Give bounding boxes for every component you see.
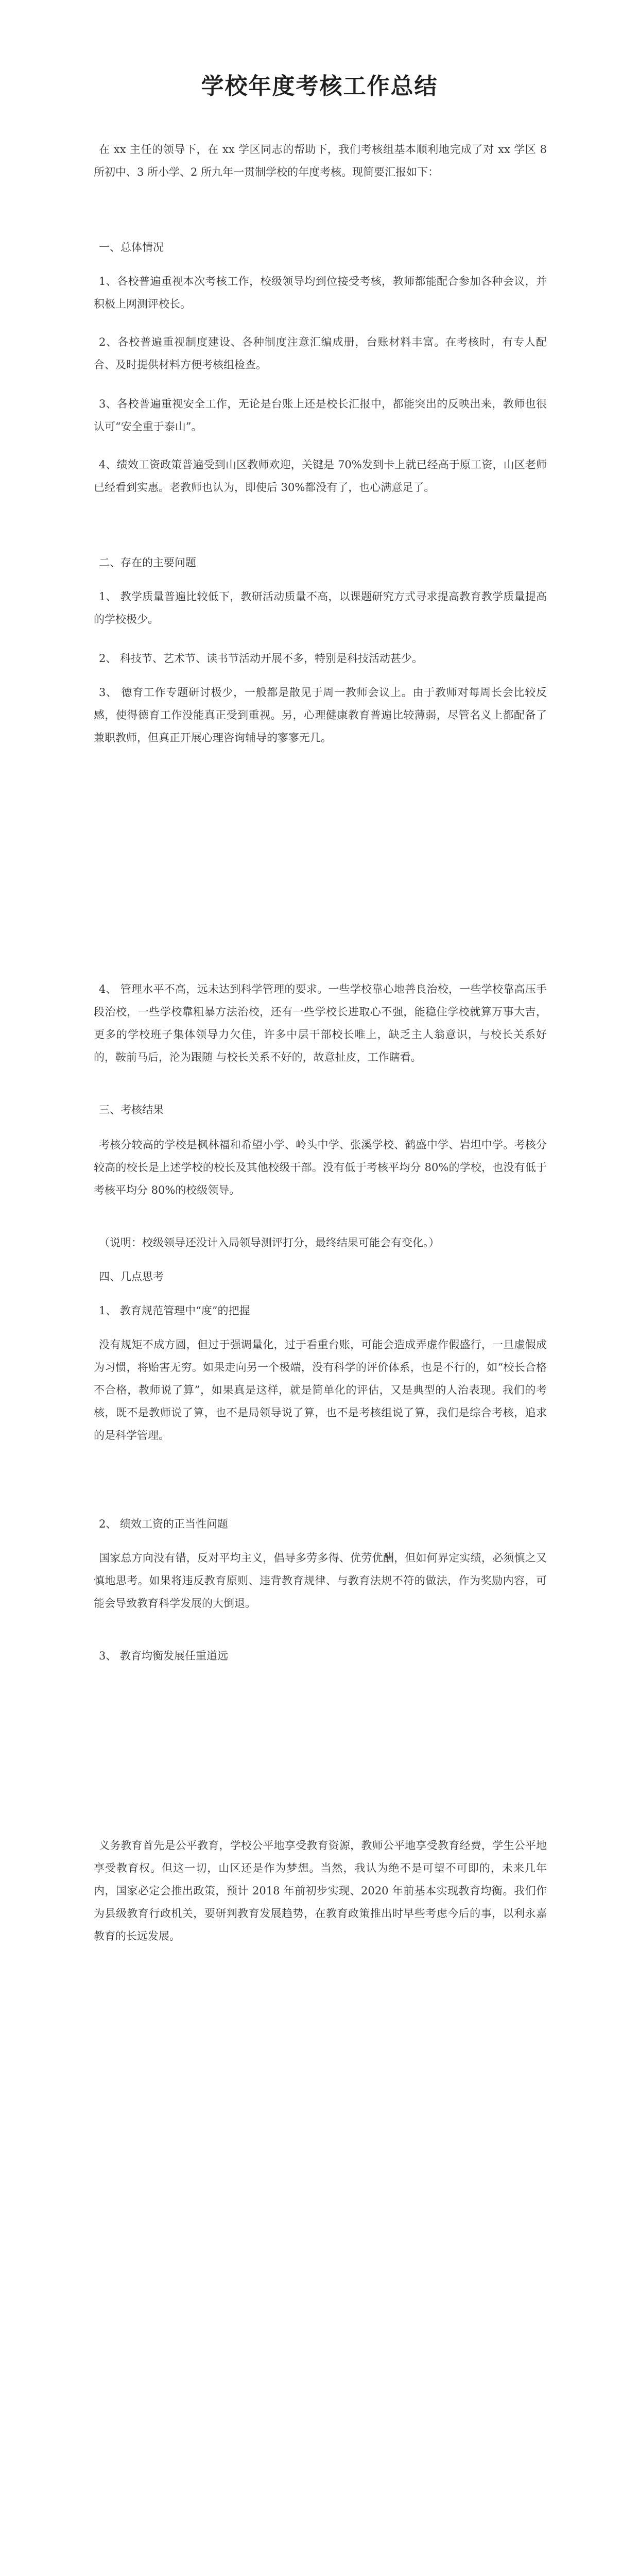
- section-3-paragraph: 考核分较高的学校是枫林福和希望小学、岭头中学、张溪学校、鹤盛中学、岩坦中学。考核分较高的校长是上述学校的校长及其他校级干部。没有低于考核平均分 80%的学校，也没有低于考核平均分 80%的校级领导。: [94, 1139, 547, 1196]
- section-4-paragraph-1: 没有规矩不成方圆，但过于强调量化，过于看重台账，可能会造成弄虚作假盛行，一旦虚假成为习惯，将贻害无穷。如果走向另一个极端，没有科学的评价体系，也是不行的，如“校长合格不合格，教师说了算”，如果真是这样，就是简单化的评估，又是典型的人治表现。我们的考核，既不是教师说了算，也不是局领导说了算，也不是考核组说了算，我们是综合考核，追求的是科学管理。: [94, 1338, 547, 1442]
- section-2-item-4: 4、 管理水平不高，远未达到科学管理的要求。一些学校靠心地善良治校，一些学校靠高压手段治校，一些学校靠粗暴方法治校，还有一些学校长进取心不强，能稳住学校就算万事大吉，更多的学校班子集体领导力欠佳，许多中层干部校长唯上，缺乏主人翁意识，与校长关系好的，鞍前马后，沦为跟随 与校长关系不好的，故意扯皮，工作瞎看。: [94, 983, 547, 1063]
- section-1-heading: 一、总体情况: [99, 241, 164, 253]
- section-2-item-2: 2、 科技节、艺术节、读书节活动开展不多，特别是科技活动甚少。: [99, 652, 423, 665]
- section-4-subheading-2: 2、 绩效工资的正当性问题: [99, 1518, 229, 1530]
- section-2-item-1: 1、 教学质量普遍比较低下，教研活动质量不高，以课题研究方式寻求提高教育教学质量提高的学校极少。: [94, 590, 547, 625]
- section-3-note: （说明：校级领导还没计入局领导测评打分，最终结果可能会有变化。）: [99, 1236, 440, 1249]
- section-2-item-3: 3、 德育工作专题研讨极少，一般都是散见于周一教师会议上。由于教师对每周长会比较反感，使得德育工作没能真正受到重视。另，心理健康教育普遍比较薄弱，尽管名义上都配备了兼职教师，但真正开展心理咨询辅导的寥寥无几。: [94, 686, 547, 744]
- intro-paragraph: 在 xx 主任的领导下，在 xx 学区同志的帮助下，我们考核组基本顺利地完成了对 xx 学区 8 所初中、3 所小学、2 所九年一贯制学校的年度考核。现简要汇报如下：: [94, 143, 547, 178]
- section-1-item-4: 4、绩效工资政策普遍受到山区教师欢迎，关键是 70%发到卡上就已经高于原工资，山区老师已经看到实惠。老教师也认为，即使后 30%都没有了，也心满意足了。: [94, 459, 547, 494]
- section-4-subheading-3: 3、 教育均衡发展任重道远: [99, 1650, 229, 1662]
- section-3-heading: 三、考核结果: [99, 1104, 164, 1116]
- section-4-subheading-1: 1、 教育规范管理中“度”的把握: [99, 1304, 250, 1317]
- document-title: 学校年度考核工作总结: [201, 73, 438, 99]
- section-1-item-3: 3、各校普遍重视安全工作，无论是台账上还是校长汇报中，都能突出的反映出来，教师也很认可“安全重于泰山”。: [94, 398, 547, 433]
- section-4-paragraph-3: 义务教育首先是公平教育，学校公平地享受教育资源，教师公平地享受教育经费，学生公平地享受教育权。但这一切，山区还是作为梦想。当然，我认为绝不是可望不可即的，未来几年内，国家必定会推出政策，预计 2018 年前初步实现、2020 年前基本实现教育均衡。我们作为县级教育行政机关，要研判教育发展趋势，在教育政策推出时早些考虑今后的事，以利永嘉教育的长远发展。: [94, 1839, 547, 1942]
- section-4-heading: 四、几点思考: [99, 1270, 164, 1283]
- section-2-heading: 二、存在的主要问题: [99, 556, 196, 569]
- section-1-item-2: 2、各校普遍重视制度建设、各种制度注意汇编成册，台账材料丰富。在考核时，有专人配合、及时提供材料方便考核组检查。: [94, 336, 547, 371]
- section-4-paragraph-2: 国家总方向没有错，反对平均主义，倡导多劳多得、优劳优酬，但如何界定实绩，必须慎之又慎地思考。如果将违反教育原则、违背教育规律、与教育法规不符的做法，作为奖励内容，可能会导致教育科学发展的大倒退。: [94, 1552, 547, 1609]
- section-1-item-1: 1、各校普遍重视本次考核工作，校级领导均到位接受考核，教师都能配合参加各种会议，并积极上网测评校长。: [94, 275, 547, 310]
